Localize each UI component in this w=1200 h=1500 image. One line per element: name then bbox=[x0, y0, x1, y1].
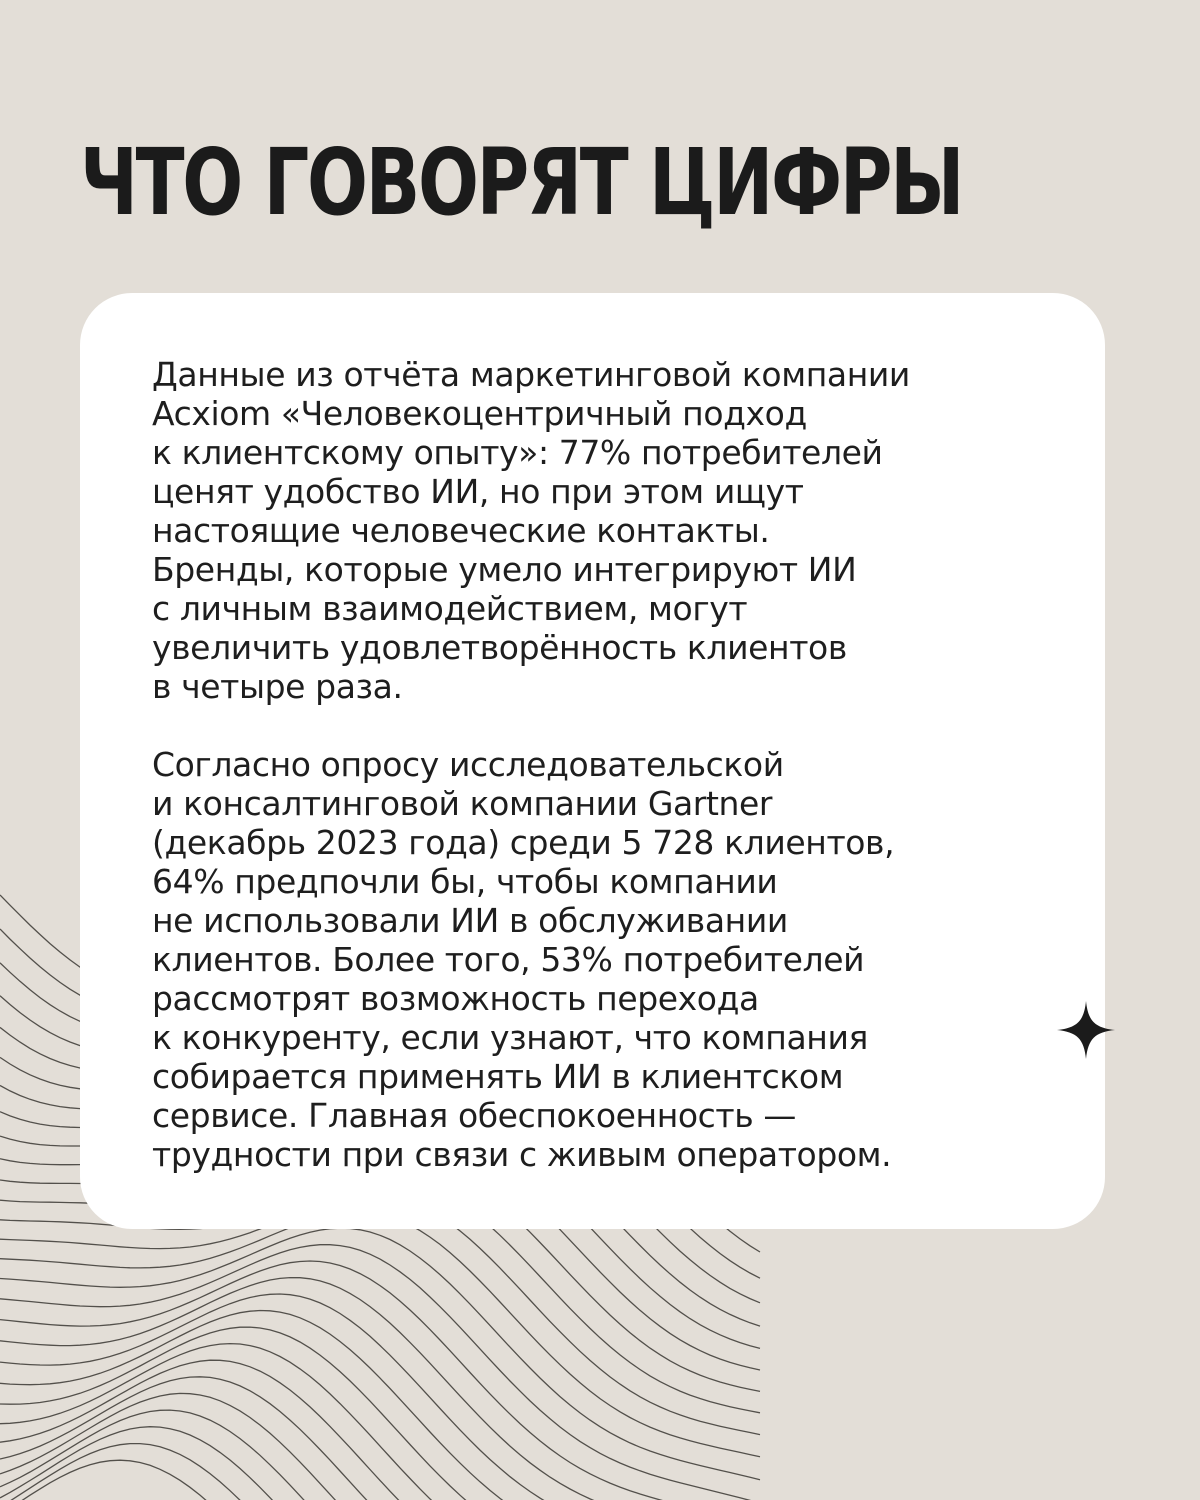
four-point-star-icon bbox=[1057, 1001, 1115, 1059]
paragraph-gartner bbox=[152, 745, 894, 1174]
text-line: Бренды, которые умело интегрируют ИИ bbox=[152, 550, 857, 589]
wave-line bbox=[0, 1360, 760, 1500]
wave-line bbox=[0, 1410, 760, 1500]
wave-line bbox=[0, 1245, 760, 1500]
text-line: к клиентскому опыту»: 77% потребителей bbox=[152, 433, 883, 472]
text-line: Данные из отчёта маркетинговой компании bbox=[152, 355, 910, 394]
text-line: увеличить удовлетворённость клиентов bbox=[152, 628, 847, 667]
page-title: ЧТО ГОВОРЯТ ЦИФРЫ bbox=[80, 129, 963, 236]
wave-line bbox=[0, 1228, 760, 1480]
text-line: в четыре раза. bbox=[152, 667, 403, 706]
wave-line bbox=[0, 1427, 760, 1500]
text-line: и консалтинговой компании Gartner bbox=[152, 784, 773, 823]
text-line: рассмотрят возможность перехода bbox=[152, 979, 759, 1018]
text-line: (декабрь 2023 года) среди 5 728 клиентов, bbox=[152, 823, 895, 862]
wave-line bbox=[0, 1344, 760, 1500]
text-line: не использовали ИИ в обслуживании bbox=[152, 901, 788, 940]
text-line: собирается применять ИИ в клиентском bbox=[152, 1057, 844, 1096]
text-line: Согласно опросу исследовательской bbox=[152, 745, 784, 784]
wave-line bbox=[0, 1212, 760, 1457]
wave-line bbox=[0, 1444, 760, 1500]
text-line: трудности при связи с живым оператором. bbox=[152, 1135, 892, 1174]
text-line: настоящие человеческие контакты. bbox=[152, 511, 770, 550]
wave-line bbox=[0, 1261, 760, 1500]
paragraph-acxiom bbox=[152, 355, 910, 706]
text-line: 64% предпочли бы, чтобы компании bbox=[152, 862, 778, 901]
text-line: Acxiom «Человекоцентричный подход bbox=[152, 394, 807, 433]
text-line: к конкуренту, если узнают, что компания bbox=[152, 1018, 868, 1057]
content-card bbox=[80, 293, 1105, 1229]
wave-line bbox=[0, 1377, 760, 1500]
text-line: клиентов. Более того, 53% потребителей bbox=[152, 940, 865, 979]
text-line: ценят удобство ИИ, но при этом ищут bbox=[152, 472, 804, 511]
text-line: сервисе. Главная обеспокоенность — bbox=[152, 1096, 796, 1135]
text-line: с личным взаимодействием, могут bbox=[152, 589, 748, 628]
